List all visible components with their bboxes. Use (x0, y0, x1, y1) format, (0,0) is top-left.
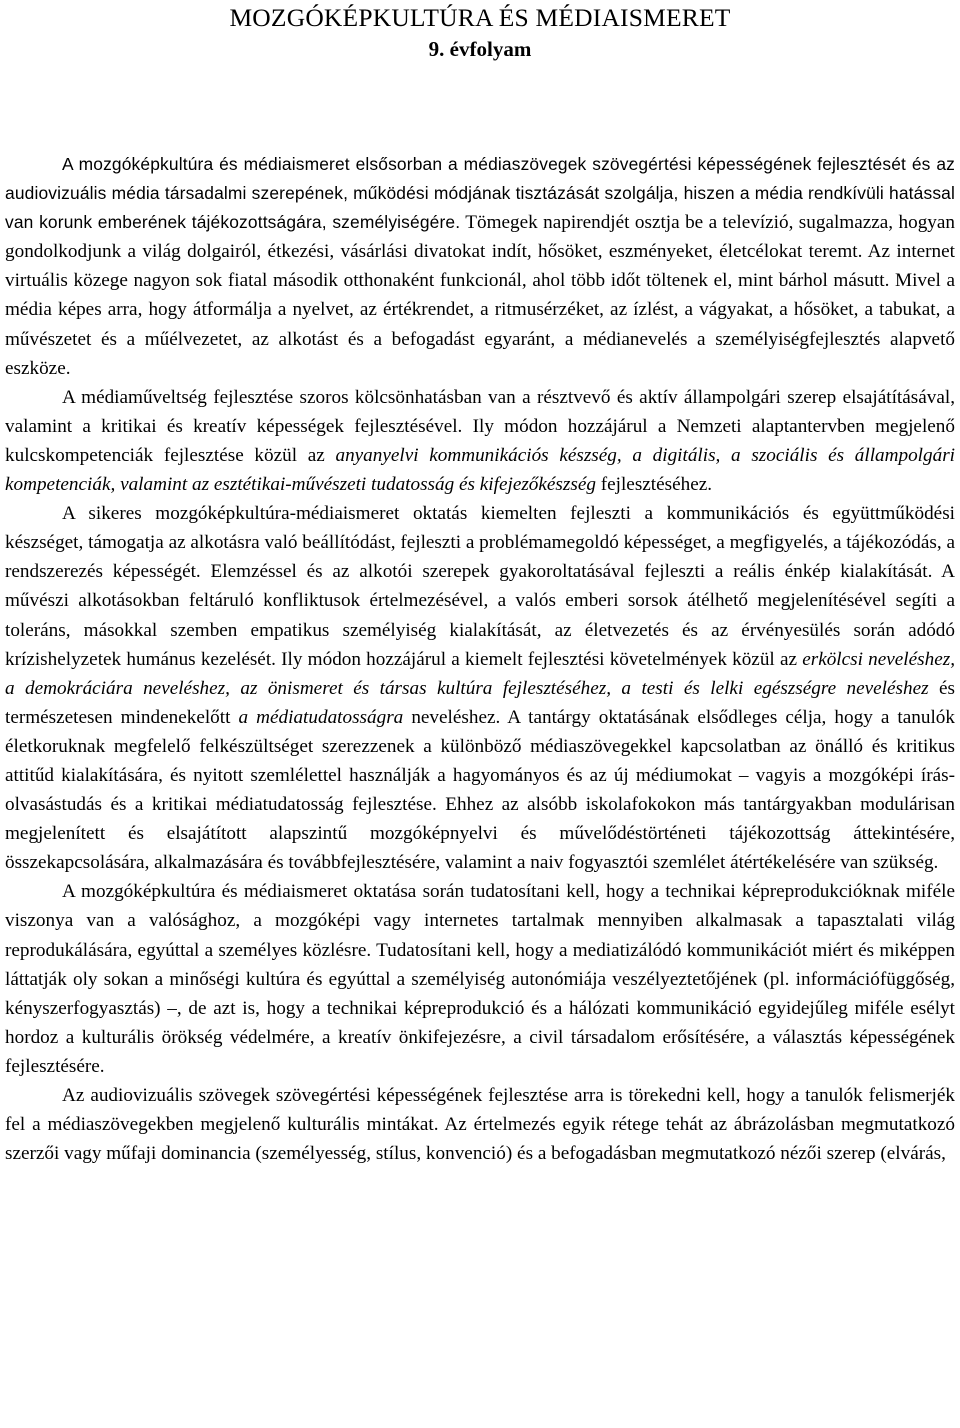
paragraph-2 (5, 383, 955, 499)
paragraph-1 (5, 150, 955, 383)
paragraph-2-italic-1: anyanyelvi kommunikációs készség, a digitális, a szociális és állampolgári kompetenciák, valamint az esztétikai-művészeti tudatosság és kifejezőkészség (5, 444, 956, 496)
paragraph-3-text-3: neveléshez. A tantárgy oktatásának elsődleges célja, hogy a tanulók életkoruknak megfelelő felkészültséget szerezzenek a különböző médiaszövegekkel kapcsolatban az önálló és kritikus attitűd kialakítására, és nyitott szemlélettel használják a hagyományos és az új médiumokat – vagyis a mozgóképi írás-olvasástudás és a kritikai médiatudatosság fejlesztése. Ehhez az alsóbb iskolafokokon más tantárgyakban modulárisan megjelenített és elsajátított alapszintű mozgóképnyelvi és művelődéstörténeti tájékozottság áttekintésére, összekapcsolására, alkalmazására és továbbfejlesztésére, valamint a naiv fogyasztói szemlélet átértékelésére van szükség. (5, 706, 955, 874)
paragraph-1-rest: Tömegek napirendjét osztja be a televízió, sugalmazza, hogyan gondolkodjunk a világ dolgairól, étkezési, vásárlási divatokat indít, hősöket, eszményeket, életcélokat teremt. Az internet virtuális közege nagyon sok fiatal második otthonaként funkcionál, ahol több időt töltenek el, mint bárhol másutt. Mivel a média képes arra, hogy átformálja a nyelvet, az értékrendet, a ritmusérzéket, az ízlést, a vágyakat, a hősöket, a tabukat, a művészetet és a műélvezetet, az alkotást és a befogadást egyaránt, a médianevelés a személyiségfejlesztés alapvető eszköze. (5, 212, 955, 379)
document-body (5, 150, 955, 1168)
document-subtitle: 9. évfolyam (428, 37, 532, 61)
document-title: MOZGÓKÉPKULTÚRA ÉS MÉDIAISMERET (229, 3, 731, 32)
paragraph-2-text-1: A médiaműveltség fejlesztése szoros kölcsönhatásban van a résztvevő és aktív állampolgári szerep elsajátításával, valamint a kritikai és kreatív képességek fejlesztésével. Ily módon hozzájárul a Nemzeti alaptantervben megjelenő kulcskompetenciák fejlesztése közül az (5, 386, 955, 466)
paragraph-3-italic-2: a médiatudatosságra (238, 706, 404, 728)
paragraph-3-italic-1: erkölcsi neveléshez, a demokráciára neveléshez, az önismeret és társas kultúra fejlesztéséhez, a testi és lelki egészségre neveléshez (5, 648, 955, 699)
paragraph-3-text-1: A sikeres mozgóképkultúra-médiaismeret oktatás kiemelten fejleszti a kommunikációs és együttműködési készséget, támogatja az alkotásra való beállítódást, fejleszti a problémamegoldó képességet, a megfigyelés, a tájékozódás, a rendszerezés képességét. Elemzéssel és az alkotói szerepek gyakoroltatásával fejleszti a reális énkép kialakítását. A művészi alkotásokban feltáruló konfliktusok értelmezésével, a valós emberi sorsok átélhető megjelenítésével segíti a toleráns, másokkal szemben empatikus személyiség kialakítását, az életvezetés és az érvényesülés során adódó krízishelyzetek humánus kezelését. Ily módon hozzájárul a kiemelt fejlesztési követelmények közül az (5, 503, 955, 670)
paragraph-3-text-2: és természetesen mindenekelőtt (5, 677, 955, 728)
paragraph-3 (5, 499, 955, 877)
paragraph-4: A mozgóképkultúra és médiaismeret oktatása során tudatosítani kell, hogy a technikai képreprodukcióknak miféle viszonya van a valósághoz, a mozgóképi vagy internetes tartalmak mennyiben alkalmasak a tapasztalati világ reprodukálására, egyúttal a személyes közlésre. Tudatosítani kell, hogy a mediatizálódó kommunikációt miért és miképpen láttatják oly sokan a minőségi kultúra és egyúttal a személyiség autonómiája veszélyeztetőjének (pl. információfüggőség, kényszerfogyasztás) –, de azt is, hogy a technikai képreprodukció és a hálózati kommunikáció egyidejűleg miféle esélyt hordoz a kulturális örökség védelmére, a kreatív önkifejezésre, a civil társadalom erősítésére, a választás képességének fejlesztésére. (5, 881, 955, 1077)
paragraph-1-intro: A mozgóképkultúra és médiaismeret elsősorban a médiaszövegek szövegértési képességének fejlesztését és az audiovizuális média társadalmi szerepének, működési módjának tisztázását szolgálja, hiszen a média rendkívüli hatással van korunk emberének tájékozottságára, személyiségére. (5, 154, 955, 233)
paragraph-2-text-2: fejlesztéséhez. (595, 474, 713, 496)
paragraph-5: Az audiovizuális szövegek szövegértési képességének fejlesztése arra is törekedni kell, hogy a tanulók felismerjék fel a médiaszövegekben megjelenő kulturális mintákat. Az értelmezés egyik rétege tehát az ábrázolásban megmutatkozó szerzői vagy műfaji dominancia (személyesség, stílus, konvenció) és a befogadásban megmutatkozó nézői szerep (elvárás, (5, 1085, 955, 1165)
